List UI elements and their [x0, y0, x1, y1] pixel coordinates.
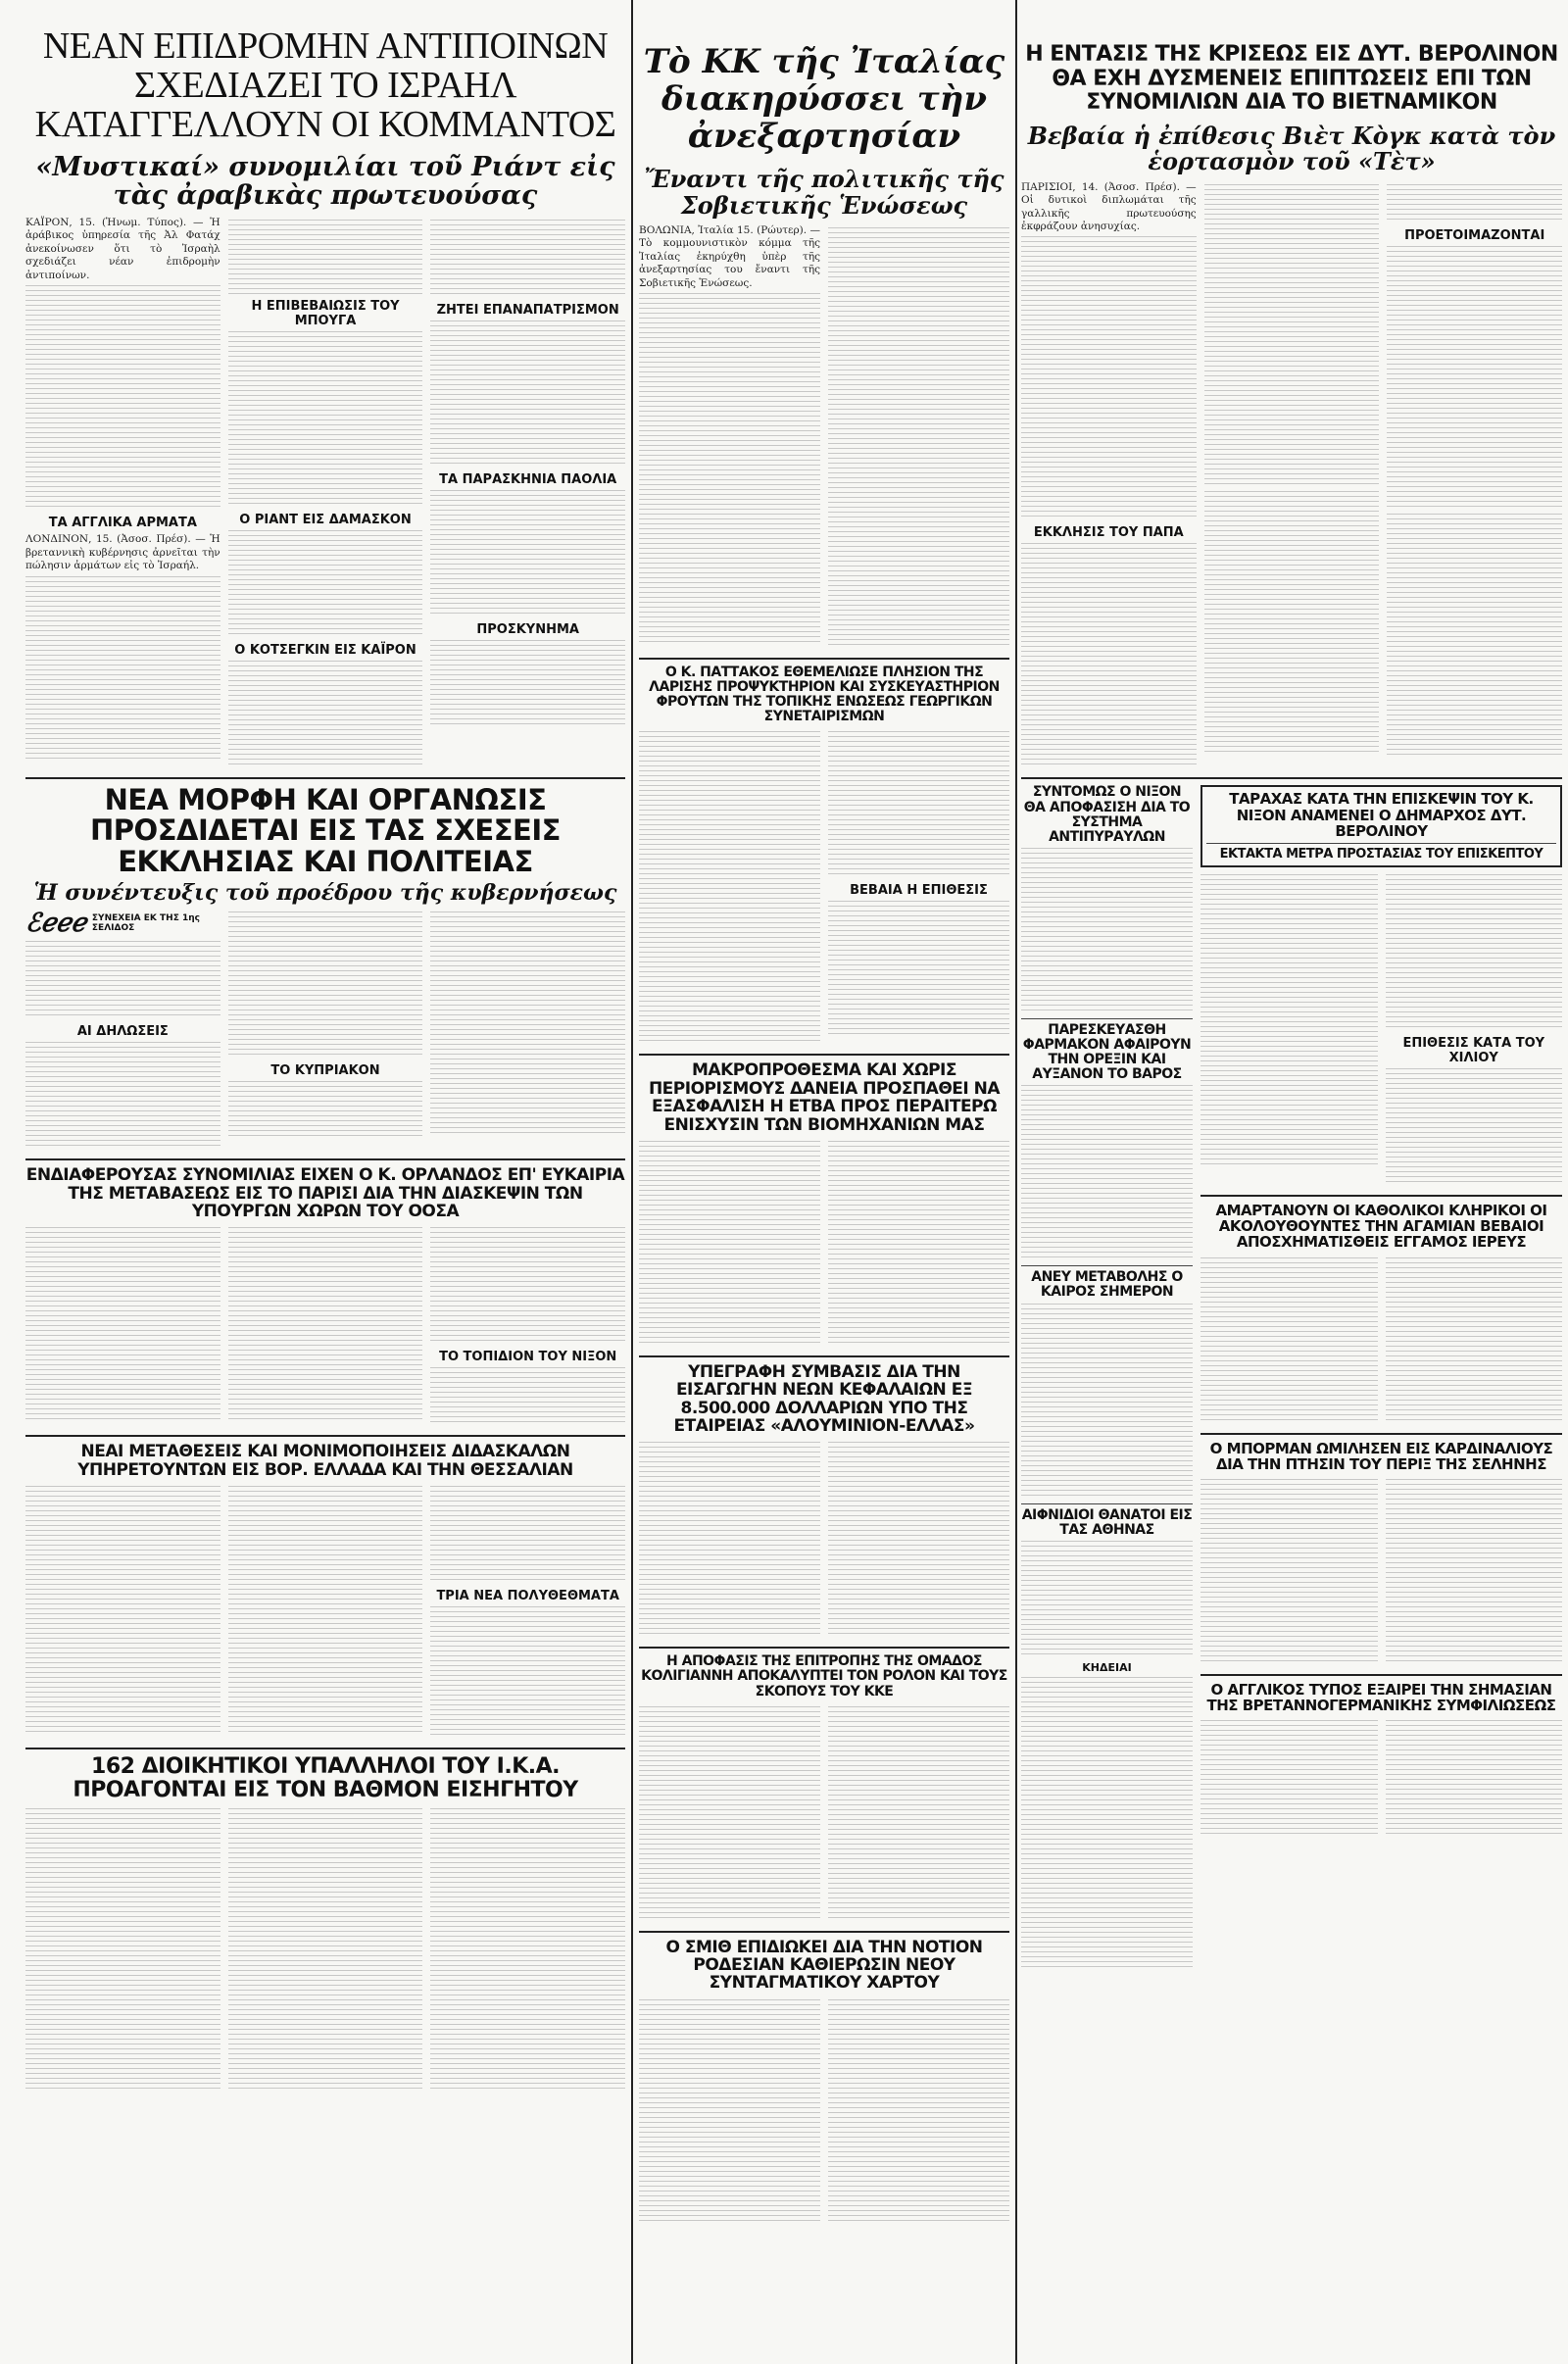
- text-column: [639, 1138, 820, 1350]
- article-smith-body: [639, 1996, 1009, 2228]
- text-column: [228, 1224, 423, 1429]
- text-column: [1204, 181, 1380, 772]
- text-column: [25, 1805, 220, 2095]
- text-block: [1387, 514, 1562, 759]
- article-ika: [25, 1755, 625, 2096]
- section-title: ΤΟ ΤΟΠΙΔΙΟΝ ΤΟΥ ΝΙΞΟΝ: [439, 1350, 617, 1365]
- text-block: [228, 661, 423, 768]
- text-block: [1386, 1068, 1563, 1186]
- text-block: [1200, 874, 1378, 1168]
- article-aluminium-body: [639, 1439, 1009, 1641]
- text-block: [1021, 1304, 1193, 1500]
- text-column: [828, 1439, 1009, 1641]
- article-church: [25, 785, 625, 1153]
- text-block: [228, 220, 423, 294]
- column-right: [1021, 0, 1562, 2364]
- article-english-press-body: [1200, 1717, 1562, 1841]
- text-block: [639, 1442, 820, 1638]
- section-title: ΤΡΙΑ ΝΕΑ ΠΟΛΥΘΕΘΜΑΤΑ: [436, 1588, 619, 1603]
- headline-nixon-berlin: ΤΑΡΑΧΑΣ ΚΑΤΑ ΤΗΝ ΕΠΙΣΚΕΨΙΝ ΤΟΥ Κ. ΝΙΞΟΝ ΑΝΑΜΕΝΕΙ Ο ΔΗΜΑΡΧΟΣ ΔΥΤ. ΒΕΡΟΛΙΝΟΥ: [1229, 790, 1534, 840]
- headline-drugs: ΠΑΡΕΣΚΕΥΑΣΘΗ ΦΑΡΜΑΚΟΝ ΑΦΑΙΡΟΥΝ ΤΗΝ ΟΡΕΞΙΝ ΚΑΙ ΑΥΞΑΝΟΝ ΤΟ ΒΑΡΟΣ: [1022, 1021, 1192, 1083]
- text-block: [25, 285, 220, 511]
- text-column: [639, 224, 820, 652]
- text-column: [828, 224, 1009, 652]
- text-block: [228, 1081, 423, 1136]
- column-rule: [1015, 0, 1017, 2364]
- text-block: [828, 901, 1009, 1038]
- text-column: [639, 1996, 820, 2228]
- divider: [639, 658, 1009, 660]
- text-block: [430, 320, 625, 468]
- text-block: [1021, 848, 1193, 1014]
- text-column: [1200, 1255, 1378, 1427]
- continuation-mark: [25, 909, 220, 938]
- text-column: [228, 909, 423, 1153]
- article-berlin-crisis-body: [1021, 181, 1562, 772]
- divider: [25, 777, 625, 779]
- text-block: [828, 227, 1009, 649]
- article-italy: [639, 0, 1009, 652]
- text-block: [1204, 491, 1380, 756]
- article-ika-body: [25, 1805, 625, 2095]
- text-block: [828, 1706, 1009, 1922]
- deck-soviet: Ἔναντι τῆς πολιτικῆς τῆς Σοβιετικῆς Ἑνώσεως: [644, 165, 1004, 220]
- article-israel: [25, 0, 625, 771]
- section-title: Ο ΡΙΑΝΤ ΕΙΣ ΔΑΜΑΣΚΟΝ: [239, 513, 412, 528]
- text-column: [25, 1483, 220, 1742]
- text-block: [639, 1706, 820, 1922]
- lead-paragraph: ΒΟΛΩΝΙΑ, Ἰταλία 15. (Ρώυτερ). — Τὸ κομμουνιστικὸν κόμμα τῆς Ἰταλίας ἐκηρύχθη ὑπὲρ τῆς ἀνεξαρτησίας του ἔναντι τῆς Σοβιετικῆς Ἑνώσεως.: [639, 224, 820, 289]
- section-title: ΤΑ ΑΓΓΛΙΚΑ ΑΡΜΑΤΑ: [48, 516, 197, 531]
- text-block: [1021, 1677, 1193, 1971]
- text-column: [1386, 1255, 1563, 1427]
- text-block: [430, 490, 625, 617]
- text-block: [228, 1808, 423, 2093]
- column-middle: [639, 0, 1009, 2364]
- article-kke-body: [639, 1703, 1009, 1925]
- deck-vietcong: Βεβαία ἡ ἐπίθεσις Βιὲτ Κὸγκ κατὰ τὸν ἑορτασμὸν τοῦ «Τὲτ»: [1027, 121, 1556, 176]
- text-block: [430, 220, 625, 298]
- divider: [639, 1054, 1009, 1056]
- text-block: [639, 731, 820, 1045]
- headline-weather: ΑΝΕΥ ΜΕΤΑΒΟΛΗΣ Ο ΚΑΙΡΟΣ ΣΗΜΕΡΟΝ: [1031, 1269, 1183, 1301]
- article-etva-body: [639, 1138, 1009, 1350]
- text-column: [1200, 1717, 1378, 1841]
- headline-church: ΝΕΑ ΜΟΡΦΗ ΚΑΙ ΟΡΓΑΝΩΣΙΣ ΠΡΟΣΔΙΔΕΤΑΙ ΕΙΣ ΤΑΣ ΣΧΕΣΕΙΣ ΕΚΚΛΗΣΙΑΣ ΚΑΙ ΠΟΛΙΤΕΙΑΣ: [90, 783, 561, 878]
- divider: [25, 1435, 625, 1437]
- text-block: [430, 1367, 625, 1426]
- divider: [1021, 1503, 1193, 1504]
- boxed-berlin: [1200, 785, 1562, 867]
- headline-israel: ΝΕΑΝ ΕΠΙΔΡΟΜΗΝ ΑΝΤΙΠΟΙΝΩΝ ΣΧΕΔΙΑΖΕΙ ΤΟ ΙΣΡΑΗΛ ΚΑΤΑΓΓΕΛΛΟΥΝ ΟΙ ΚΟΜΜΑΝΤΟΣ: [34, 25, 616, 145]
- deck-interview: Ἡ συνέντευξις τοῦ προέδρου τῆς κυβερνήσεως: [33, 879, 617, 906]
- headline-kke: Η ΑΠΟΦΑΣΙΣ ΤΗΣ ΕΠΙΤΡΟΠΗΣ ΤΗΣ ΟΜΑΔΟΣ ΚΟΛΙΓΙΑΝΝΗ ΑΠΟΚΑΛΥΠΤΕΙ ΤΟΝ ΡΟΛΟΝ ΚΑΙ ΤΟΥΣ ΣΚΟΠΟΥΣ ΤΟΥ ΚΚΕ: [641, 1653, 1007, 1699]
- divider: [639, 1647, 1009, 1649]
- text-block: [228, 530, 423, 638]
- continued-label: ΣΥΝΕΧΕΙΑ ΕΚ ΤΗΣ 1ης ΣΕΛΙΔΟΣ: [91, 913, 200, 934]
- divider: [25, 1158, 625, 1160]
- headline-smith: Ο ΣΜΙΘ ΕΠΙΔΙΩΚΕΙ ΔΙΑ ΤΗΝ ΝΟΤΙΟΝ ΡΟΔΕΣΙΑΝ ΚΑΘΙΕΡΩΣΙΝ ΝΕΟΥ ΣΥΝΤΑΓΜΑΤΙΚΟΥ ΧΑΡΤΟΥ: [665, 1937, 983, 1994]
- article-smith: [639, 1939, 1009, 2228]
- text-block: [1200, 1257, 1378, 1424]
- article-church-body: [25, 909, 625, 1153]
- text-column: [639, 728, 820, 1048]
- text-column: [1021, 181, 1197, 772]
- headline-oecd: ΕΝΔΙΑΦΕΡΟΥΣΑΣ ΣΥΝΟΜΙΛΙΑΣ ΕΙΧΕΝ Ο Κ. ΟΡΛΑΝΔΟΣ ΕΠ' ΕΥΚΑΙΡΙΑ ΤΗΣ ΜΕΤΑΒΑΣΕΩΣ ΕΙΣ ΤΟ ΠΑΡΙΣΙ ΔΙΑ ΤΗΝ ΔΙΑΣΚΕΨΙΝ ΤΩΝ ΥΠΟΥΡΓΩΝ ΧΩΡΩΝ ΤΟΥ ΟΟΣΑ: [25, 1165, 625, 1221]
- article-teachers-body: [25, 1483, 625, 1742]
- headline-deaths: ΑΙΦΝΙΔΙΟΙ ΘΑΝΑΤΟΙ ΕΙΣ ΤΑΣ ΑΘΗΝΑΣ: [1021, 1506, 1193, 1538]
- headline-borman: Ο ΜΠΟΡΜΑΝ ΩΜΙΛΗΣΕΝ ΕΙΣ ΚΑΡΔΙΝΑΛΙΟΥΣ ΔΙΑ ΤΗΝ ΠΤΗΣΙΝ ΤΟΥ ΠΕΡΙΞ ΤΗΣ ΣΕΛΗΝΗΣ: [1209, 1439, 1553, 1473]
- article-priests-body: [1200, 1255, 1562, 1427]
- article-etva: [639, 1061, 1009, 1349]
- text-block: [1021, 236, 1197, 520]
- section-title: Ο ΚΟΤΣΕΓΚΙΝ ΕΙΣ ΚΑΪΡΟΝ: [234, 643, 416, 659]
- column-left: [25, 0, 625, 2364]
- text-column: [1386, 1717, 1563, 1841]
- section-title: ΒΕΒΑΙΑ Η ΕΠΙΘΕΣΙΣ: [850, 883, 988, 899]
- text-column: [228, 1805, 423, 2095]
- text-column: [25, 909, 220, 1153]
- text-block: [1021, 1541, 1193, 1658]
- text-block: [25, 941, 220, 1019]
- article-oecd-body: [25, 1224, 625, 1429]
- section-title: ΕΚΚΛΗΣΙΣ ΤΟΥ ΠΑΠΑ: [1033, 525, 1184, 541]
- section-title: ΑΙ ΔΗΛΩΣΕΙΣ: [76, 1024, 169, 1040]
- text-block: [25, 1227, 220, 1423]
- article-pattakos: [639, 665, 1009, 1048]
- text-block: [228, 331, 423, 508]
- divider: [1200, 1433, 1562, 1435]
- lead-paragraph: ΠΑΡΙΣΙΟΙ, 14. (Ἀσοσ. Πρέσ). — Οἱ δυτικοὶ διπλωμάται τῆς γαλλικῆς πρωτευούσης ἐκφράζουν ἀνησυχίας.: [1021, 180, 1197, 232]
- text-block: [1200, 1720, 1378, 1838]
- headline-ika: 162 ΔΙΟΙΚΗΤΙΚΟΙ ΥΠΑΛΛΗΛΟΙ ΤΟΥ Ι.Κ.Α. ΠΡΟΑΓΟΝΤΑΙ ΕΙΣ ΤΟΝ ΒΑΘΜΟΝ ΕΙΣΗΓΗΤΟΥ: [73, 1753, 578, 1802]
- paragraph: ΛΟΝΔΙΝΟΝ, 15. (Ἀσοσ. Πρέσ). — Ἡ βρεταννικὴ κυβέρνησις ἀρνεῖται τὴν πώλησιν ἀρμάτων εἰς τὸ Ἰσραήλ.: [25, 533, 220, 572]
- section-title: ΕΠΙΘΕΣΙΣ ΚΑΤΑ ΤΟΥ ΧΙΛΙΟΥ: [1402, 1036, 1545, 1065]
- headline-english-press: Ο ΑΓΓΛΙΚΟΣ ΤΥΠΟΣ ΕΞΑΙΡΕΙ ΤΗΝ ΣΗΜΑΣΙΑΝ ΤΗΣ ΒΡΕΤΑΝΝΟΓΕΡΜΑΝΙΚΗΣ ΣΥΜΦΙΛΙΩΣΕΩΣ: [1206, 1680, 1556, 1715]
- headline-pattakos: Ο Κ. ΠΑΤΤΑΚΟΣ ΕΘΕΜΕΛΙΩΣΕ ΠΛΗΣΙΟΝ ΤΗΣ ΛΑΡΙΣΗΣ ΠΡΟΨΥΚΤΗΡΙΟΝ ΚΑΙ ΣΥΣΚΕΥΑΣΤΗΡΙΟΝ ΦΡΟΥΤΩΝ ΤΗΣ ΤΟΠΙΚΗΣ ΕΝΩΣΕΩΣ ΓΕΩΡΓΙΚΩΝ ΣΥΝΕΤΑΙΡΙΣΜΩΝ: [649, 665, 1000, 725]
- divider: [1021, 1018, 1193, 1019]
- headline-abm: ΣΥΝΤΟΜΩΣ Ο ΝΙΞΟΝ ΘΑ ΑΠΟΦΑΣΙΣΗ ΔΙΑ ΤΟ ΣΥΣΤΗΜΑ ΑΝΤΙΠΥΡΑΥΛΩΝ: [1023, 784, 1191, 845]
- text-block: [828, 1999, 1009, 2225]
- divider: [1200, 1674, 1562, 1676]
- text-column: [430, 909, 625, 1153]
- headline-etva: ΜΑΚΡΟΠΡΟΘΕΣΜΑ ΚΑΙ ΧΩΡΙΣ ΠΕΡΙΟΡΙΣΜΟΥΣ ΔΑΝΕΙΑ ΠΡΟΣΠΑΘΕΙ ΝΑ ΕΞΑΣΦΑΛΙΣΗ Η ΕΤΒΑ ΠΡΟΣ ΠΕΡΑΙΤΕΡΩ ΕΝΙΣΧΥΣΙΝ ΤΩΝ ΒΙΟΜΗΧΑΝΙΩΝ ΜΑΣ: [648, 1060, 1001, 1135]
- text-block: [430, 1808, 625, 2093]
- article-oecd: [25, 1166, 625, 1429]
- headline-berlin-crisis: Η ΕΝΤΑΣΙΣ ΤΗΣ ΚΡΙΣΕΩΣ ΕΙΣ ΔΥΤ. ΒΕΡΟΛΙΝΟΝ ΘΑ ΕΧΗ ΔΥΣΜΕΝΕΙΣ ΕΠΙΠΤΩΣΕΙΣ ΕΠΙ ΤΩΝ ΣΥΝΟΜΙΛΙΩΝ ΔΙΑ ΤΟ ΒΙΕΤΝΑΜΙΚΟΝ: [1025, 42, 1558, 116]
- article-borman-body: [1200, 1476, 1562, 1668]
- divider: [639, 1931, 1009, 1933]
- text-column: [1386, 871, 1563, 1189]
- text-column: [25, 217, 220, 771]
- ornament-initial: ℰℯℯℯ: [25, 909, 86, 939]
- text-block: [25, 576, 220, 761]
- text-column: [828, 1996, 1009, 2228]
- deck-riad: «Μυστικαί» συνομιλίαι τοῦ Ριάντ εἰς τὰς ἀραβικὰς πρωτευούσας: [35, 151, 615, 212]
- headline-italy: Τὸ ΚΚ τῆς Ἰταλίας διακηρύσσει τὴν ἀνεξαρτησίαν: [643, 42, 1005, 157]
- text-block: [639, 1999, 820, 2225]
- text-column: [228, 1483, 423, 1742]
- divider: [1200, 1195, 1562, 1197]
- headline-priests: ΑΜΑΡΤΑΝΟΥΝ ΟΙ ΚΑΘΟΛΙΚΟΙ ΚΛΗΡΙΚΟΙ ΟΙ ΑΚΟΛΟΥΘΟΥΝΤΕΣ ΤΗΝ ΑΓΑΜΙΑΝ ΒΕΒΑΙΟΙ ΑΠΟΣΧΗΜΑΤΙΣΘΕΙΣ ΕΓΓΑΜΟΣ ΙΕΡΕΥΣ: [1215, 1202, 1547, 1252]
- narrow-column: [1021, 785, 1193, 1973]
- text-block: [25, 1808, 220, 2093]
- text-block: [430, 640, 625, 728]
- article-berlin-crisis: [1021, 0, 1562, 771]
- text-block: [25, 1486, 220, 1736]
- headline-teachers: ΝΕΑΙ ΜΕΤΑΘΕΣΕΙΣ ΚΑΙ ΜΟΝΙΜΟΠΟΙΗΣΕΙΣ ΔΙΔΑΣΚΑΛΩΝ ΥΠΗΡΕΤΟΥΝΤΩΝ ΕΙΣ ΒΟΡ. ΕΛΛΑΔΑ ΚΑΙ ΤΗΝ ΘΕΣΣΑΛΙΑΝ: [77, 1442, 573, 1480]
- text-block: [1386, 874, 1563, 1031]
- text-column: [639, 1439, 820, 1641]
- text-column: [430, 1483, 625, 1742]
- section-title: Η ΕΠΙΒΕΒΑΙΩΣΙΣ ΤΟΥ ΜΠΟΥΓΑ: [251, 299, 400, 329]
- text-block: [430, 1486, 625, 1584]
- column-rule: [631, 0, 633, 2364]
- text-block: [1386, 1479, 1563, 1665]
- text-column: [430, 217, 625, 771]
- lead-paragraph: ΚΑΪΡΟΝ, 15. (Ἡνωμ. Τύπος). — Ἡ ἀράβικος ὑπηρεσία τῆς Ἀλ Φατάχ ἀνεκοίνωσεν ὅτι τὸ Ἰσραὴλ σχεδιάζει νέαν ἐπιδρομὴν ἀντιποίνων.: [25, 217, 220, 281]
- article-nixon-berlin-body: [1200, 871, 1562, 1189]
- text-column: [228, 217, 423, 771]
- article-teachers: [25, 1443, 625, 1742]
- article-italy-body: [639, 224, 1009, 652]
- text-block: [1021, 543, 1197, 768]
- text-column: [1200, 871, 1378, 1189]
- text-block: [828, 1442, 1009, 1638]
- article-pattakos-body: [639, 728, 1009, 1048]
- text-block: [430, 911, 625, 1135]
- text-block: [1387, 184, 1562, 223]
- section-title: ΤΟ ΚΥΠΡΙΑΚΟΝ: [270, 1063, 380, 1079]
- text-column: [430, 1805, 625, 2095]
- text-column: [1387, 181, 1562, 772]
- section-title: ΤΑ ΠΑΡΑΣΚΗΝΙΑ ΠΑΟΛΙΑ: [439, 472, 617, 488]
- text-block: [1200, 1479, 1378, 1665]
- divider: [1021, 1265, 1193, 1266]
- text-column: [1200, 1476, 1378, 1668]
- article-aluminium: [639, 1363, 1009, 1641]
- headline-aluminium: ΥΠΕΓΡΑΦΗ ΣΥΜΒΑΣΙΣ ΔΙΑ ΤΗΝ ΕΙΣΑΓΩΓΗΝ ΝΕΩΝ ΚΕΦΑΛΑΙΩΝ ΕΞ 8.500.000 ΔΟΛΛΑΡΙΩΝ ΥΠΟ ΤΗΣ ΕΤΑΙΡΕΙΑΣ «ΑΛΟΥΜΙΝΙΟΝ-ΕΛΛΑΣ»: [673, 1361, 975, 1436]
- text-block: [1386, 1720, 1563, 1838]
- text-column: [430, 1224, 625, 1429]
- text-block: [828, 1141, 1009, 1347]
- divider: [1021, 777, 1562, 779]
- text-block: [1204, 184, 1380, 488]
- section-title: ΖΗΤΕΙ ΕΠΑΝΑΠΑΤΡΙΣΜΟΝ: [436, 303, 619, 319]
- text-column: [639, 1703, 820, 1925]
- text-block: [430, 1606, 625, 1739]
- subheadline-protection: ΕΚΤΑΚΤΑ ΜΕΤΡΑ ΠΡΟΣΤΑΣΙΑΣ ΤΟΥ ΕΠΙΣΚΕΠΤΟΥ: [1219, 846, 1544, 862]
- text-block: [1387, 246, 1562, 511]
- divider: [639, 1355, 1009, 1357]
- text-block: [639, 293, 820, 646]
- text-block: [828, 731, 1009, 878]
- wide-column: [1200, 785, 1562, 1973]
- text-column: [1386, 1476, 1563, 1668]
- divider: [1206, 843, 1556, 844]
- funeral-title: ΚΗΔΕΙΑΙ: [1082, 1660, 1132, 1674]
- text-block: [228, 1486, 423, 1736]
- text-block: [639, 1141, 820, 1347]
- text-column: [828, 1703, 1009, 1925]
- text-block: [1386, 1257, 1563, 1424]
- section-title: ΠΡΟΕΤΟΙΜΑΖΟΝΤΑΙ: [1404, 227, 1545, 243]
- section-title: ΠΡΟΣΚΥΝΗΜΑ: [476, 622, 579, 638]
- lower-right-grid: [1021, 785, 1562, 1973]
- text-block: [1021, 1085, 1193, 1261]
- text-block: [25, 1042, 220, 1150]
- divider: [25, 1748, 625, 1749]
- article-kke: [639, 1654, 1009, 1924]
- text-block: [430, 1227, 625, 1345]
- text-column: [828, 728, 1009, 1048]
- article-israel-body: [25, 217, 625, 771]
- text-column: [25, 1224, 220, 1429]
- text-column: [828, 1138, 1009, 1350]
- text-block: [228, 911, 423, 1059]
- text-block: [228, 1227, 423, 1423]
